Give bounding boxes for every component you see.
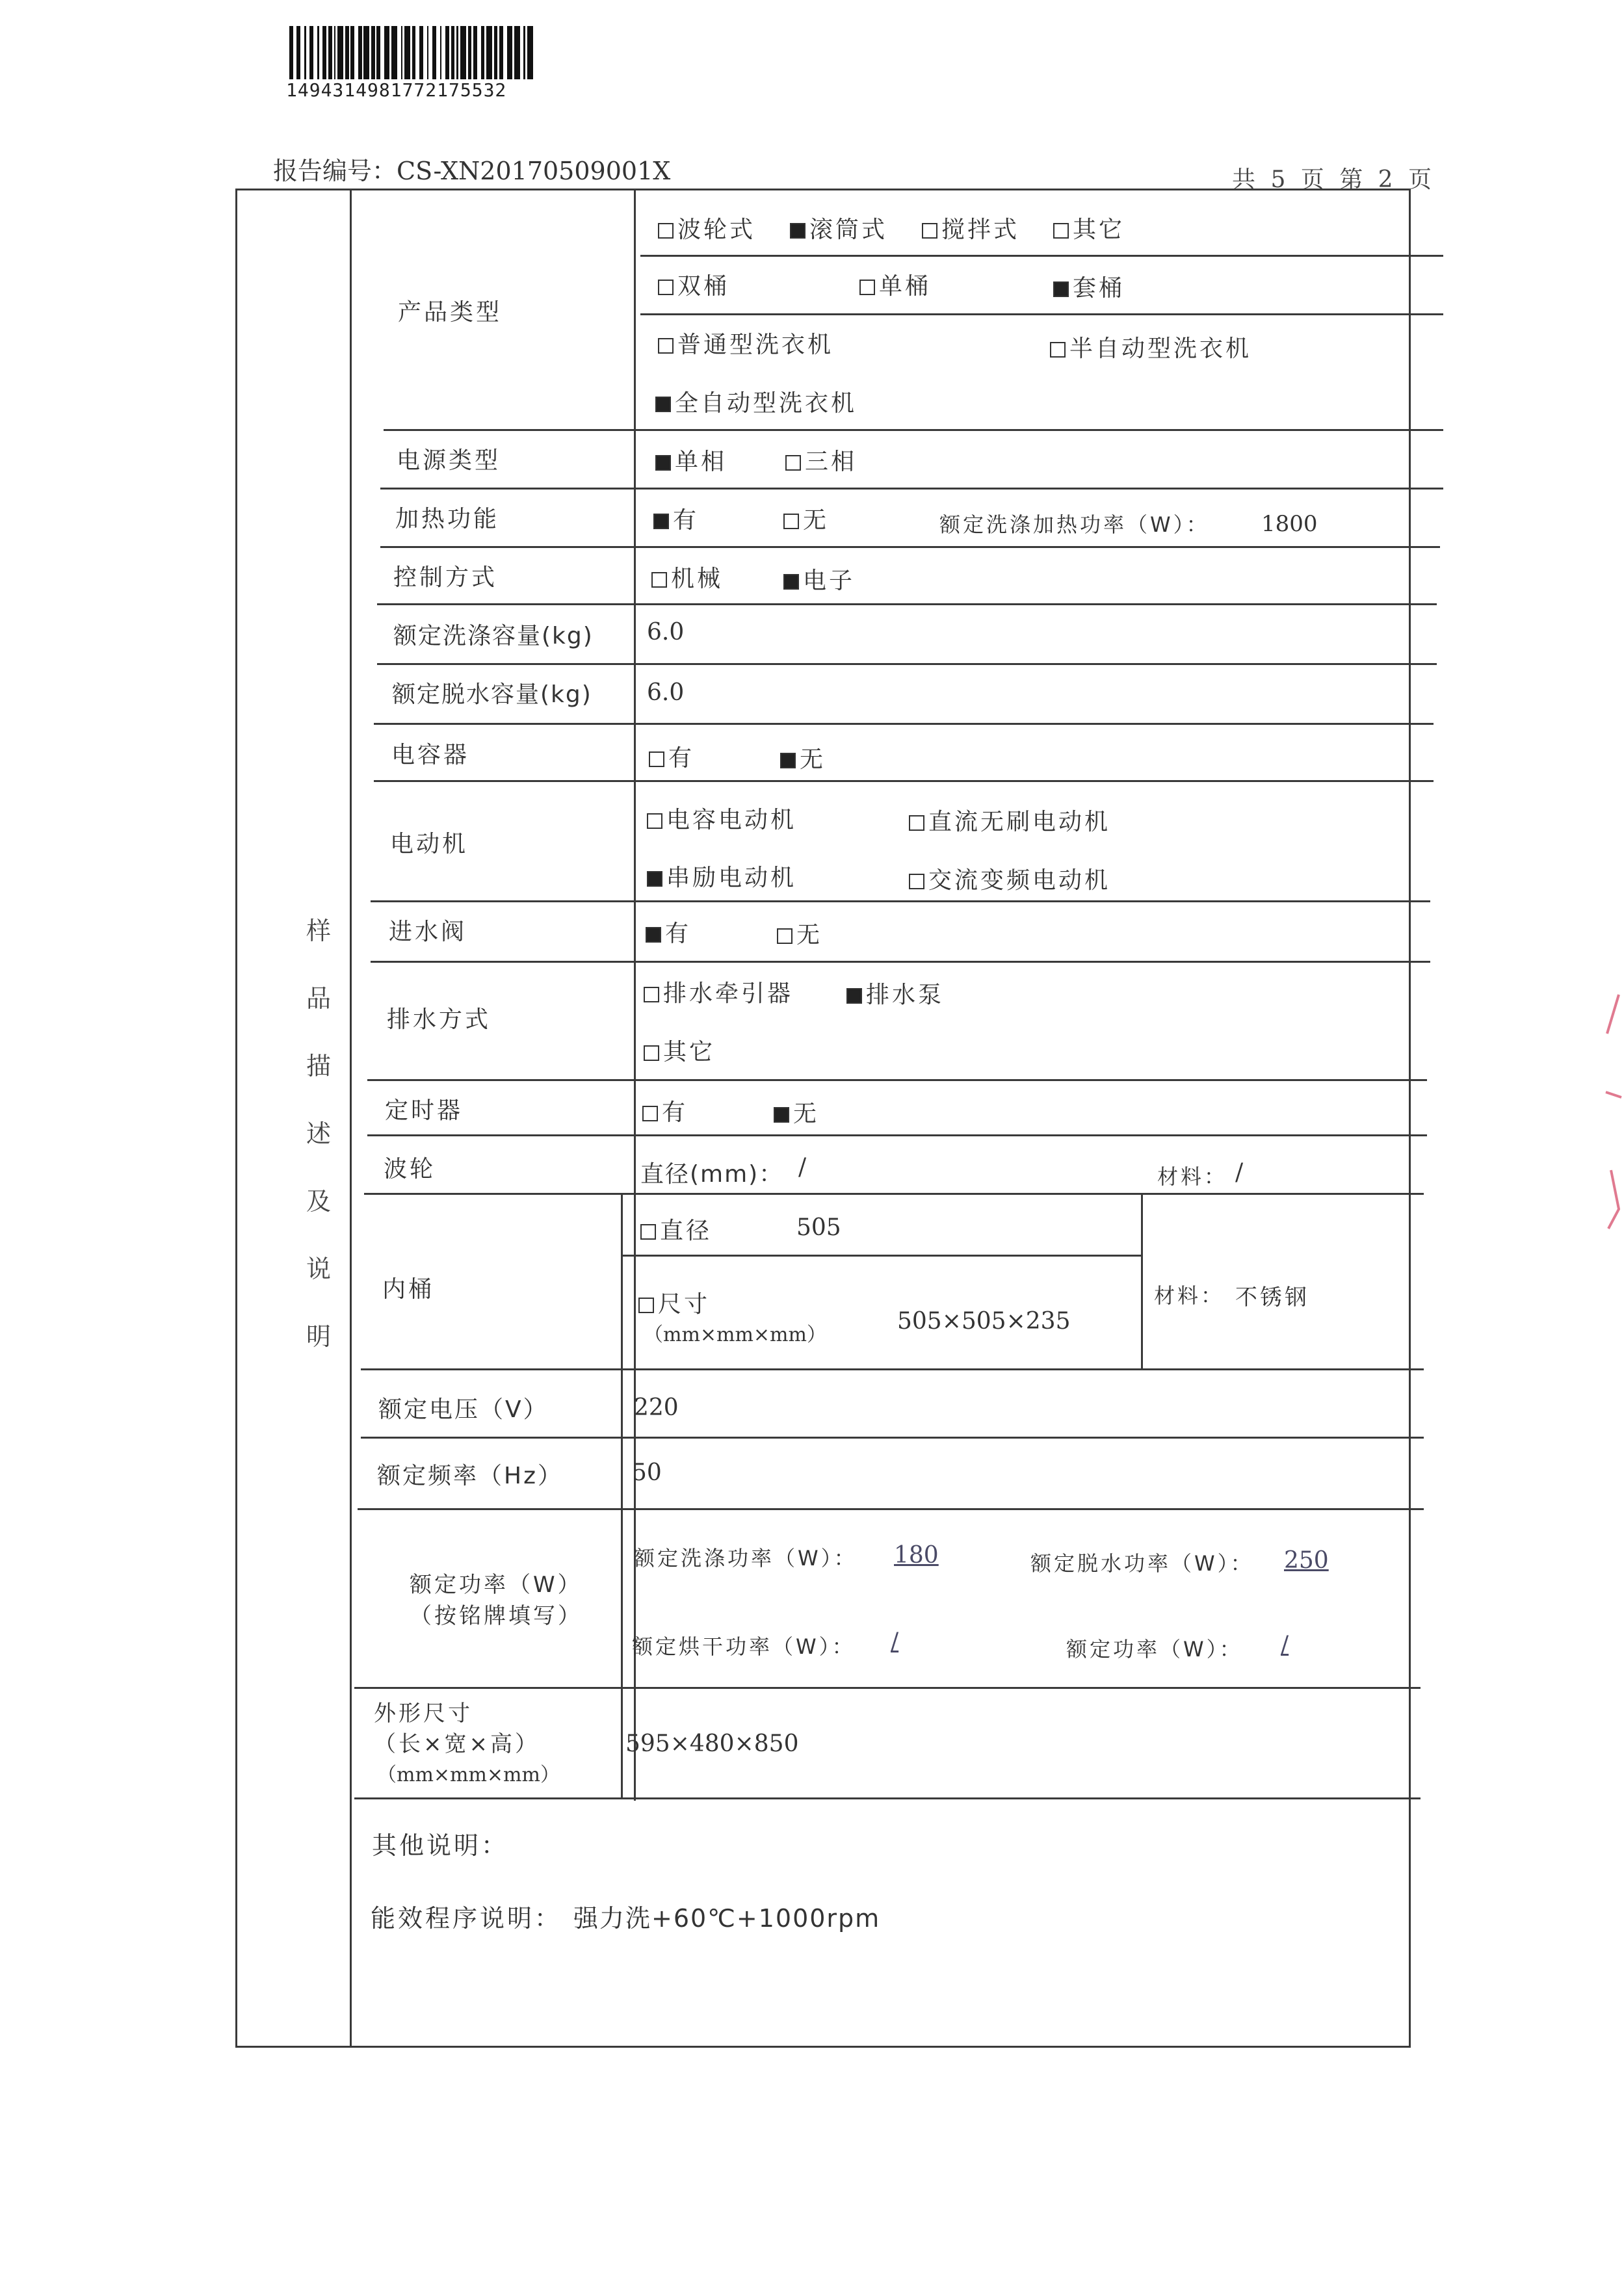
control-label: 控制方式 [393,564,498,591]
timer-option-2: 无 [774,1095,819,1129]
row-divider [380,546,1440,548]
tub-type-option-3: 套桶 [1053,270,1125,303]
checkbox-icon [655,455,671,471]
drain-option-2: 排水泵 [846,976,944,1010]
impeller-material-value: / [1235,1159,1244,1186]
heating-power-label: 额定洗涤加热功率（W）： [939,512,1210,537]
product-type-option-3: 搅拌式 [922,211,1019,244]
checkbox-icon [640,1224,656,1240]
row-divider [640,313,1443,315]
energy-program-label: 能效程序说明： [371,1904,562,1933]
inlet-valve-option-2: 无 [777,917,822,950]
power-type-label: 电源类型 [397,447,501,474]
row-divider [371,900,1430,902]
product-type-option-4: 其它 [1053,211,1125,244]
checkbox-icon [859,280,875,295]
dimensions-value: 595×480×850 [625,1730,799,1757]
wash-capacity-value: 6.0 [647,619,685,646]
frequency-value: 50 [632,1459,662,1486]
barcode-bar [486,26,492,79]
power-type-option-2: 三相 [785,443,857,477]
inner-tub-size-label: 尺寸 [638,1286,710,1319]
automation-option-1: 普通型洗衣机 [658,326,833,359]
timer-option-1: 有 [642,1094,688,1127]
side-label-char: 说 [306,1255,331,1283]
row-divider [361,1437,1424,1439]
report-number [273,151,670,187]
product-type-option-2: 滚筒式 [790,211,887,244]
barcode-bar [391,26,397,79]
checkbox-icon [1053,223,1069,239]
row-divider [364,1193,1424,1195]
row-divider [374,723,1434,725]
checkbox-icon [922,223,937,239]
checkbox-icon [647,871,662,887]
checkbox-icon [658,223,674,239]
automation-option-2: 半自动型洗衣机 [1050,330,1251,363]
checkbox-icon [638,1298,654,1313]
inner-tub-sub-divider [623,1255,1143,1257]
checkbox-icon [658,338,674,354]
report-number-label: 报告编号： [273,157,397,185]
product-type-label: 产品类型 [398,299,503,326]
inner-tub-material-divider [1141,1193,1143,1368]
total-power-value: / [1281,1632,1289,1658]
rated-power-label-line1: 额定功率（W） [410,1572,583,1598]
drain-option-1: 排水牵引器 [644,975,793,1008]
dry-power-value: / [891,1628,899,1655]
checkbox-icon [780,753,796,768]
row-divider [354,1687,1421,1689]
checkbox-icon [909,815,924,831]
heating-power-value: 1800 [1261,511,1318,537]
inner-tub-diameter-value: 505 [796,1214,841,1241]
side-label-char: 样 [306,917,331,945]
impeller-diameter-label: 直径(mm)： [640,1161,784,1188]
impeller-material-label: 材料： [1157,1164,1228,1189]
motor-option-4: 交流变频电动机 [909,862,1110,895]
side-label [306,897,332,1370]
row-divider [374,780,1434,782]
side-label-char: 及 [306,1187,331,1216]
row-divider [367,1134,1427,1136]
checkbox-icon [644,1045,659,1061]
barcode-bar [533,26,535,79]
checkbox-icon [785,455,801,471]
tub-type-option-2: 单桶 [859,268,931,301]
checkbox-icon [783,574,799,590]
product-type-option-1: 波轮式 [658,211,755,244]
side-label-char: 明 [306,1322,331,1351]
wash-power-value: 180 [894,1542,939,1569]
drain-option-3: 其它 [644,1034,715,1067]
barcode-bar [527,26,533,79]
row-divider [367,1079,1427,1081]
checkbox-icon [774,1107,789,1123]
inlet-valve-option-1: 有 [646,915,691,948]
motor-option-1: 电容电动机 [647,802,796,835]
row-divider [384,429,1443,431]
spin-power-value: 250 [1284,1547,1329,1574]
row-divider [361,1368,1424,1370]
motor-option-2: 直流无刷电动机 [909,803,1110,837]
drain-label: 排水方式 [387,1006,491,1033]
barcode-bar [337,26,343,79]
inner-tub-diameter-label: 直径 [640,1212,712,1246]
checkbox-icon [790,223,805,239]
inner-tub-label: 内桶 [382,1276,435,1303]
barcode-bar [507,26,513,79]
control-option-1: 机械 [651,560,723,594]
row-divider [358,1508,1424,1510]
inner-tub-size-unit: （mm×mm×mm） [644,1324,826,1346]
checkbox-icon [647,813,662,829]
checkbox-icon [651,572,667,588]
row-divider [371,961,1430,963]
dimensions-label-line2: （长×宽×高） [374,1731,540,1757]
checkbox-icon [658,280,674,295]
control-option-2: 电子 [783,562,855,595]
impeller-label: 波轮 [384,1156,436,1182]
checkbox-icon [646,927,661,943]
automation-option-3: 全自动型洗衣机 [655,385,857,418]
checkbox-icon [644,987,659,1002]
heating-option-1: 有 [653,502,699,535]
spin-capacity-value: 6.0 [647,679,685,706]
motor-label: 电动机 [390,831,469,857]
dimensions-label-line1: 外形尺寸 [374,1701,473,1727]
notes-label: 其他说明： [372,1831,509,1860]
energy-program-value: 强力洗+60℃+1000rpm [573,1904,881,1933]
rated-power-label-line2: （按铭牌填写） [410,1603,583,1629]
timer-label: 定时器 [385,1097,464,1124]
seal-stamp-fragment [1599,988,1624,1235]
spin-power-label: 额定脱水功率（W）： [1030,1551,1254,1576]
inner-tub-size-value: 505×505×235 [897,1308,1071,1335]
checkbox-icon [1053,281,1069,297]
checkbox-icon [649,751,664,767]
voltage-value: 220 [634,1394,679,1421]
side-label-char: 述 [306,1119,331,1148]
checkbox-icon [909,874,924,889]
barcode-bar [460,26,466,79]
heating-option-2: 无 [783,502,829,535]
inner-tub-material-value: 不锈钢 [1235,1285,1309,1311]
checkbox-icon [777,928,792,944]
checkbox-icon [653,514,669,529]
checkbox-icon [642,1106,658,1121]
checkbox-icon [783,514,799,529]
inner-tub-material-label: 材料： [1154,1283,1225,1308]
row-divider [640,255,1443,257]
motor-option-3: 串励电动机 [647,859,796,893]
spin-capacity-label: 额定脱水容量(kg) [392,681,592,708]
dry-power-label: 额定烘干功率（W）： [632,1634,856,1659]
report-number-value: CS-XN20170509001X [397,157,671,185]
capacitor-option-1: 有 [649,740,694,773]
row-divider [354,1797,1421,1799]
side-label-char: 品 [306,984,331,1013]
barcode-bar [363,26,369,79]
heating-label: 加热功能 [395,506,500,532]
total-power-label: 额定功率（W）： [1066,1637,1243,1662]
wash-capacity-label: 额定洗涤容量(kg) [393,623,594,649]
side-label-char: 描 [306,1052,331,1080]
checkbox-icon [655,397,671,412]
checkbox-icon [846,988,862,1004]
page-info: 共 5 页 第 2 页 [1232,166,1436,193]
barcode-bar [384,26,390,79]
impeller-diameter-value: / [798,1154,807,1181]
checkbox-icon [1050,342,1066,358]
row-divider [380,488,1443,490]
barcode-bar [404,26,410,79]
inlet-valve-label: 进水阀 [389,919,467,945]
value-column-divider [621,1193,623,1797]
voltage-label: 额定电压（V） [378,1396,549,1423]
barcode-bar [514,26,520,79]
capacitor-label: 电容器 [391,742,470,768]
row-divider [377,663,1437,665]
barcode [289,26,535,79]
tub-type-option-1: 双桶 [658,268,729,301]
dimensions-label-line3: （mm×mm×mm） [377,1764,560,1786]
barcode-number: 1494314981772175532 [286,79,507,101]
row-divider [377,603,1437,605]
wash-power-label: 额定洗涤功率（W）： [634,1546,858,1571]
frequency-label: 额定频率（Hz） [377,1463,563,1489]
power-type-option-1: 单相 [655,443,727,477]
capacitor-option-2: 无 [780,741,826,774]
side-column-divider [350,189,352,2048]
